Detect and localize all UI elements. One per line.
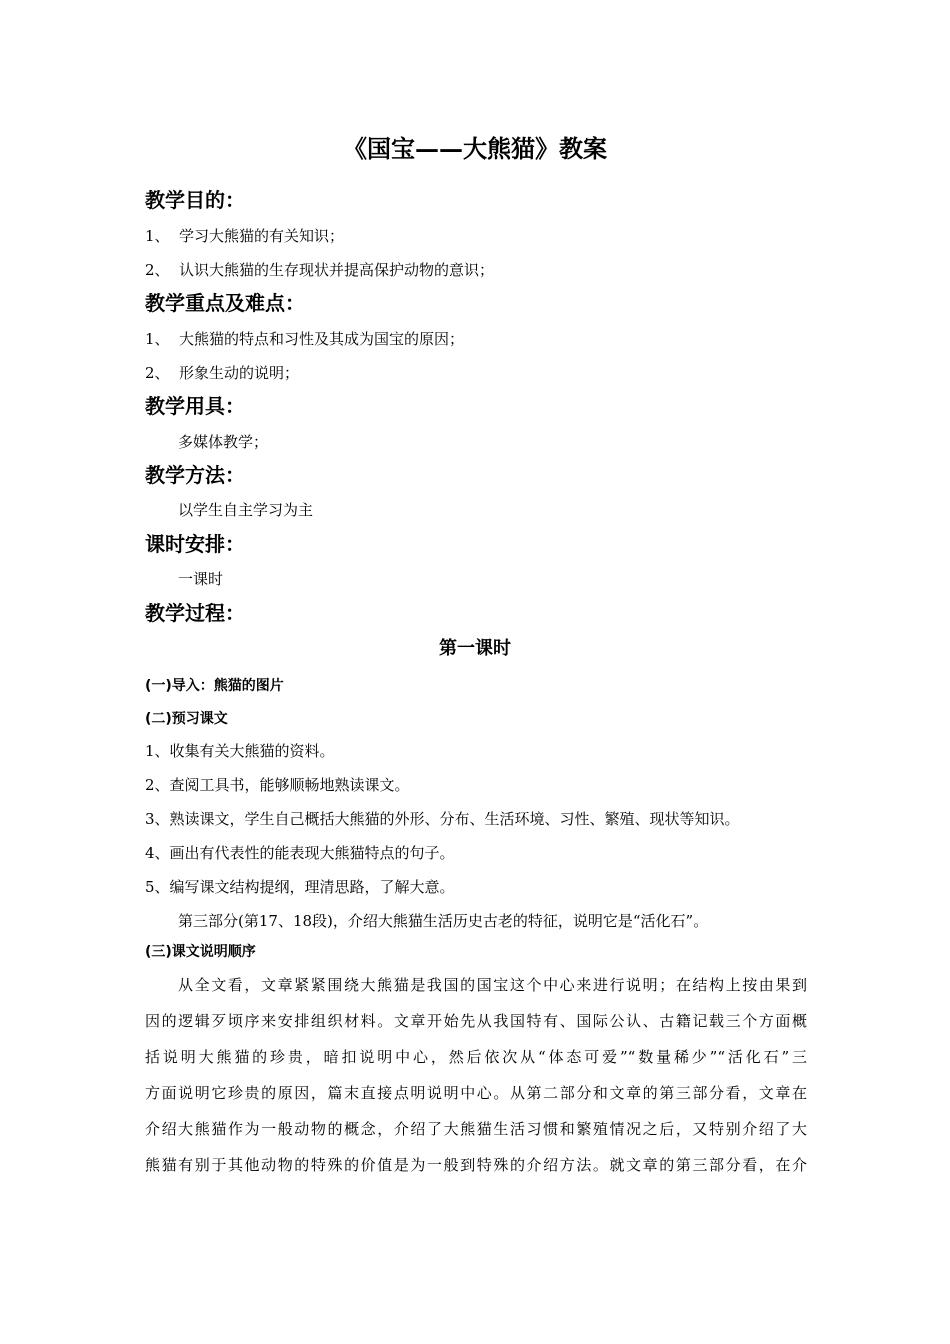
heading-objectives: 教学目的：: [145, 188, 245, 212]
section-intro: (一)导入：熊猫的图片: [145, 678, 284, 694]
section-preview-heading: (二)预习课文: [145, 711, 228, 727]
objective-item-2: [145, 259, 494, 281]
paragraph-line: 括说明大熊猫的珍贵，暗扣说明中心，然后依次从“体态可爱”“数量稀少”“活化石”三: [145, 1048, 807, 1066]
heading-schedule: 课时安排：: [145, 532, 245, 556]
paragraph-line: 从全文看，文章紧紧围绕大熊猫是我国的国宝这个中心来进行说明；在结构上按由果到: [178, 976, 807, 994]
heading-key-points: 教学重点及难点：: [145, 291, 305, 315]
preview-item: 4、画出有代表性的能表现大熊猫特点的句子。: [145, 844, 455, 862]
paragraph-line: 因的逻辑歹顷序来安排组织材料。文章开始先从我国特有、国际公认、古籍记载三个方面概: [145, 1012, 807, 1030]
objective-number: 1、: [145, 227, 170, 245]
order-paragraph: [145, 967, 807, 1183]
method-text: 以学生自主学习为主: [178, 501, 314, 519]
section-order-heading: (三)课文说明顺序: [145, 944, 256, 960]
objective-number: 2、: [145, 261, 170, 279]
objective-item-1: [145, 225, 344, 247]
key-point-number: 1、: [145, 330, 170, 348]
heading-method: 教学方法：: [145, 463, 245, 487]
paragraph-line: 方面说明它珍贵的原因，篇末直接点明说明中心。从第二部分和文章的第三部分看，文章在: [145, 1084, 807, 1102]
preview-item: 3、熟读课文，学生自己概括大熊猫的外形、分布、生活环境、习性、繁殖、现状等知识。: [145, 810, 740, 828]
lesson-title: 第一课时: [439, 638, 511, 659]
preview-item: 2、查阅工具书，能够顺畅地熟读课文。: [145, 776, 410, 794]
paragraph-line: 介绍大熊猫作为一般动物的概念，介绍了大熊猫生活习惯和繁殖情况之后，又特别介绍了大: [145, 1120, 807, 1138]
key-point-text: 大熊猫的特点和习性及其成为国宝的原因；: [179, 330, 465, 348]
schedule-text: 一课时: [178, 570, 224, 588]
key-point-item-2: [145, 362, 299, 384]
key-point-text: 形象生动的说明；: [179, 364, 300, 382]
tools-text: 多媒体教学；: [178, 433, 269, 451]
heading-tools: 教学用具：: [145, 394, 245, 418]
heading-process: 教学过程：: [145, 601, 245, 625]
preview-item: 5、编写课文结构提纲，理清思路，了解大意。: [145, 878, 455, 896]
objective-text: 学习大熊猫的有关知识；: [179, 227, 345, 245]
key-point-item-1: [145, 328, 464, 350]
objective-text: 认识大熊猫的生存现状并提高保护动物的意识；: [179, 261, 495, 279]
paragraph-line: 熊猫有别于其他动物的特殊的价值是为一般到特殊的介绍方法。就文章的第三部分看，在介: [145, 1156, 807, 1174]
document-title: 《国宝——大熊猫》教案: [343, 134, 607, 163]
key-point-number: 2、: [145, 364, 170, 382]
preview-part3-text: 第三部分(第17、18段)，介绍大熊猫生活历史古老的特征，说明它是“活化石”。: [178, 912, 709, 930]
preview-item: 1、收集有关大熊猫的资料。: [145, 742, 335, 760]
